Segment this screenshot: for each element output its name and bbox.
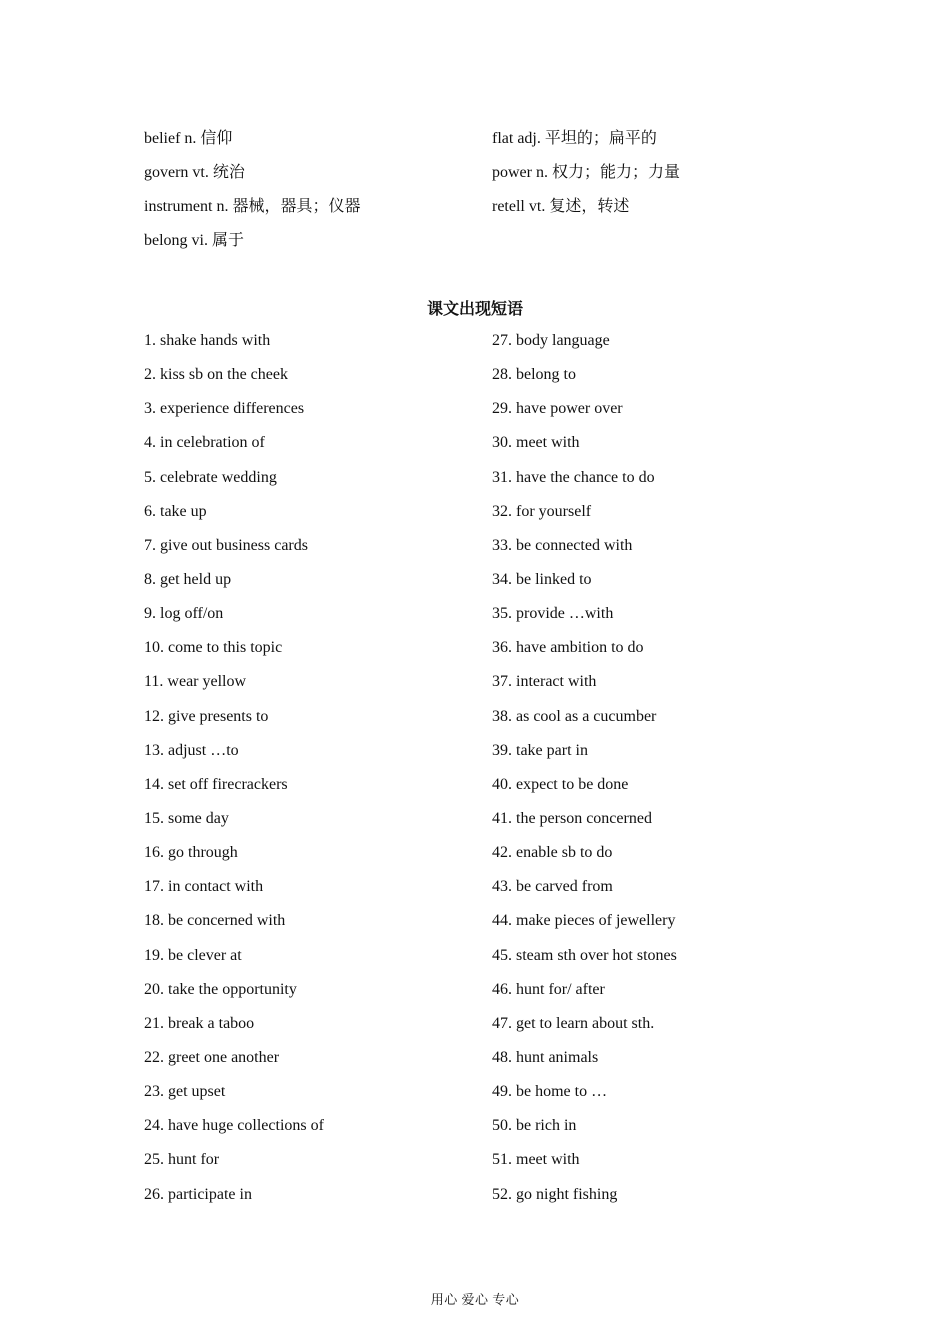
phrase-item: 26. participate in	[144, 1185, 252, 1203]
phrase-item: 41. the person concerned	[492, 810, 652, 828]
phrase-item: 45. steam sth over hot stones	[492, 946, 677, 964]
phrase-item: 29. have power over	[492, 400, 623, 418]
vocab-row	[144, 119, 844, 153]
phrase-item: 3. experience differences	[144, 400, 305, 418]
phrase-row	[144, 939, 844, 973]
phrase-item: 7. give out business cards	[144, 536, 308, 554]
phrase-row	[144, 1143, 844, 1177]
phrase-item: 35. provide …with	[492, 605, 614, 623]
phrase-item: 15. some day	[144, 810, 229, 828]
phrase-row	[144, 802, 844, 836]
phrase-item: 25. hunt for	[144, 1151, 220, 1169]
phrase-item: 19. be clever at	[144, 946, 242, 964]
phrase-row	[144, 495, 844, 529]
vocab-entry: govern vt. 统治	[144, 163, 245, 181]
phrase-row	[144, 461, 844, 495]
phrase-item: 32. for yourself	[492, 502, 592, 520]
phrase-row	[144, 700, 844, 734]
phrase-item: 34. be linked to	[492, 571, 592, 589]
phrase-item: 6. take up	[144, 502, 207, 520]
phrase-item: 43. be carved from	[492, 878, 613, 896]
phrase-row	[144, 392, 844, 426]
phrase-item: 38. as cool as a cucumber	[492, 707, 657, 725]
phrase-row	[144, 529, 844, 563]
vocab-entry: retell vt. 复述，转述	[492, 197, 630, 215]
phrase-row	[144, 563, 844, 597]
phrase-item: 36. have ambition to do	[492, 639, 644, 657]
phrase-row	[144, 631, 844, 665]
phrase-row	[144, 973, 844, 1007]
phrase-row	[144, 1007, 844, 1041]
phrase-item: 9. log off/on	[144, 605, 224, 623]
phrase-item: 47. get to learn about sth.	[492, 1014, 655, 1032]
phrase-item: 1. shake hands with	[144, 332, 271, 350]
phrase-item: 46. hunt for/ after	[492, 980, 605, 998]
phrase-item: 42. enable sb to do	[492, 844, 613, 862]
vocab-entry: flat adj. 平坦的；扁平的	[492, 129, 657, 147]
phrase-row	[144, 665, 844, 699]
phrase-item: 27. body language	[492, 332, 610, 350]
phrase-item: 4. in celebration of	[144, 434, 265, 452]
phrase-row	[144, 597, 844, 631]
phrase-item: 44. make pieces of jewellery	[492, 912, 676, 930]
phrase-item: 10. come to this topic	[144, 639, 283, 657]
phrase-item: 5. celebrate wedding	[144, 468, 277, 486]
phrase-item: 17. in contact with	[144, 878, 264, 896]
phrase-item: 12. give presents to	[144, 707, 269, 725]
phrase-item: 39. take part in	[492, 741, 588, 759]
phrase-item: 11. wear yellow	[144, 673, 247, 691]
phrase-item: 2. kiss sb on the cheek	[144, 366, 288, 384]
vocab-row	[144, 222, 844, 256]
phrase-row	[144, 1178, 844, 1212]
vocab-row	[144, 153, 844, 187]
vocabulary-list	[144, 119, 844, 256]
phrase-item: 8. get held up	[144, 571, 232, 589]
phrase-item: 49. be home to …	[492, 1083, 608, 1101]
phrase-list	[144, 324, 844, 1212]
phrase-item: 13. adjust …to	[144, 741, 239, 759]
phrase-row	[144, 904, 844, 938]
phrase-row	[144, 734, 844, 768]
phrase-item: 51. meet with	[492, 1151, 580, 1169]
phrase-item: 52. go night fishing	[492, 1185, 618, 1203]
vocab-row	[144, 187, 844, 221]
phrase-row	[144, 1075, 844, 1109]
phrase-item: 24. have huge collections of	[144, 1117, 324, 1135]
phrase-item: 20. take the opportunity	[144, 980, 297, 998]
phrase-item: 50. be rich in	[492, 1117, 577, 1135]
phrase-item: 21. break a taboo	[144, 1014, 255, 1032]
phrase-item: 14. set off firecrackers	[144, 775, 288, 793]
vocab-entry: power n. 权力；能力；力量	[492, 163, 680, 181]
phrase-row	[144, 426, 844, 460]
section-title: 课文出现短语	[426, 299, 523, 318]
phrase-row	[144, 358, 844, 392]
phrase-item: 48. hunt animals	[492, 1049, 599, 1067]
phrase-item: 22. greet one another	[144, 1049, 280, 1067]
phrase-item: 28. belong to	[492, 366, 576, 384]
phrase-item: 31. have the chance to do	[492, 468, 655, 486]
phrase-item: 37. interact with	[492, 673, 597, 691]
phrase-row	[144, 1109, 844, 1143]
phrase-item: 33. be connected with	[492, 536, 633, 554]
phrase-item: 16. go through	[144, 844, 238, 862]
phrase-row	[144, 836, 844, 870]
phrase-row	[144, 324, 844, 358]
page-footer: 用心 爱心 专心	[430, 1292, 520, 1307]
phrase-item: 23. get upset	[144, 1083, 226, 1101]
vocab-entry: belong vi. 属于	[144, 232, 244, 250]
phrase-row	[144, 768, 844, 802]
vocab-entry: instrument n. 器械，器具；仪器	[144, 197, 361, 215]
phrase-row	[144, 1041, 844, 1075]
phrase-item: 30. meet with	[492, 434, 580, 452]
phrase-item: 40. expect to be done	[492, 775, 629, 793]
phrase-item: 18. be concerned with	[144, 912, 286, 930]
phrase-row	[144, 870, 844, 904]
vocab-entry: belief n. 信仰	[144, 129, 233, 147]
